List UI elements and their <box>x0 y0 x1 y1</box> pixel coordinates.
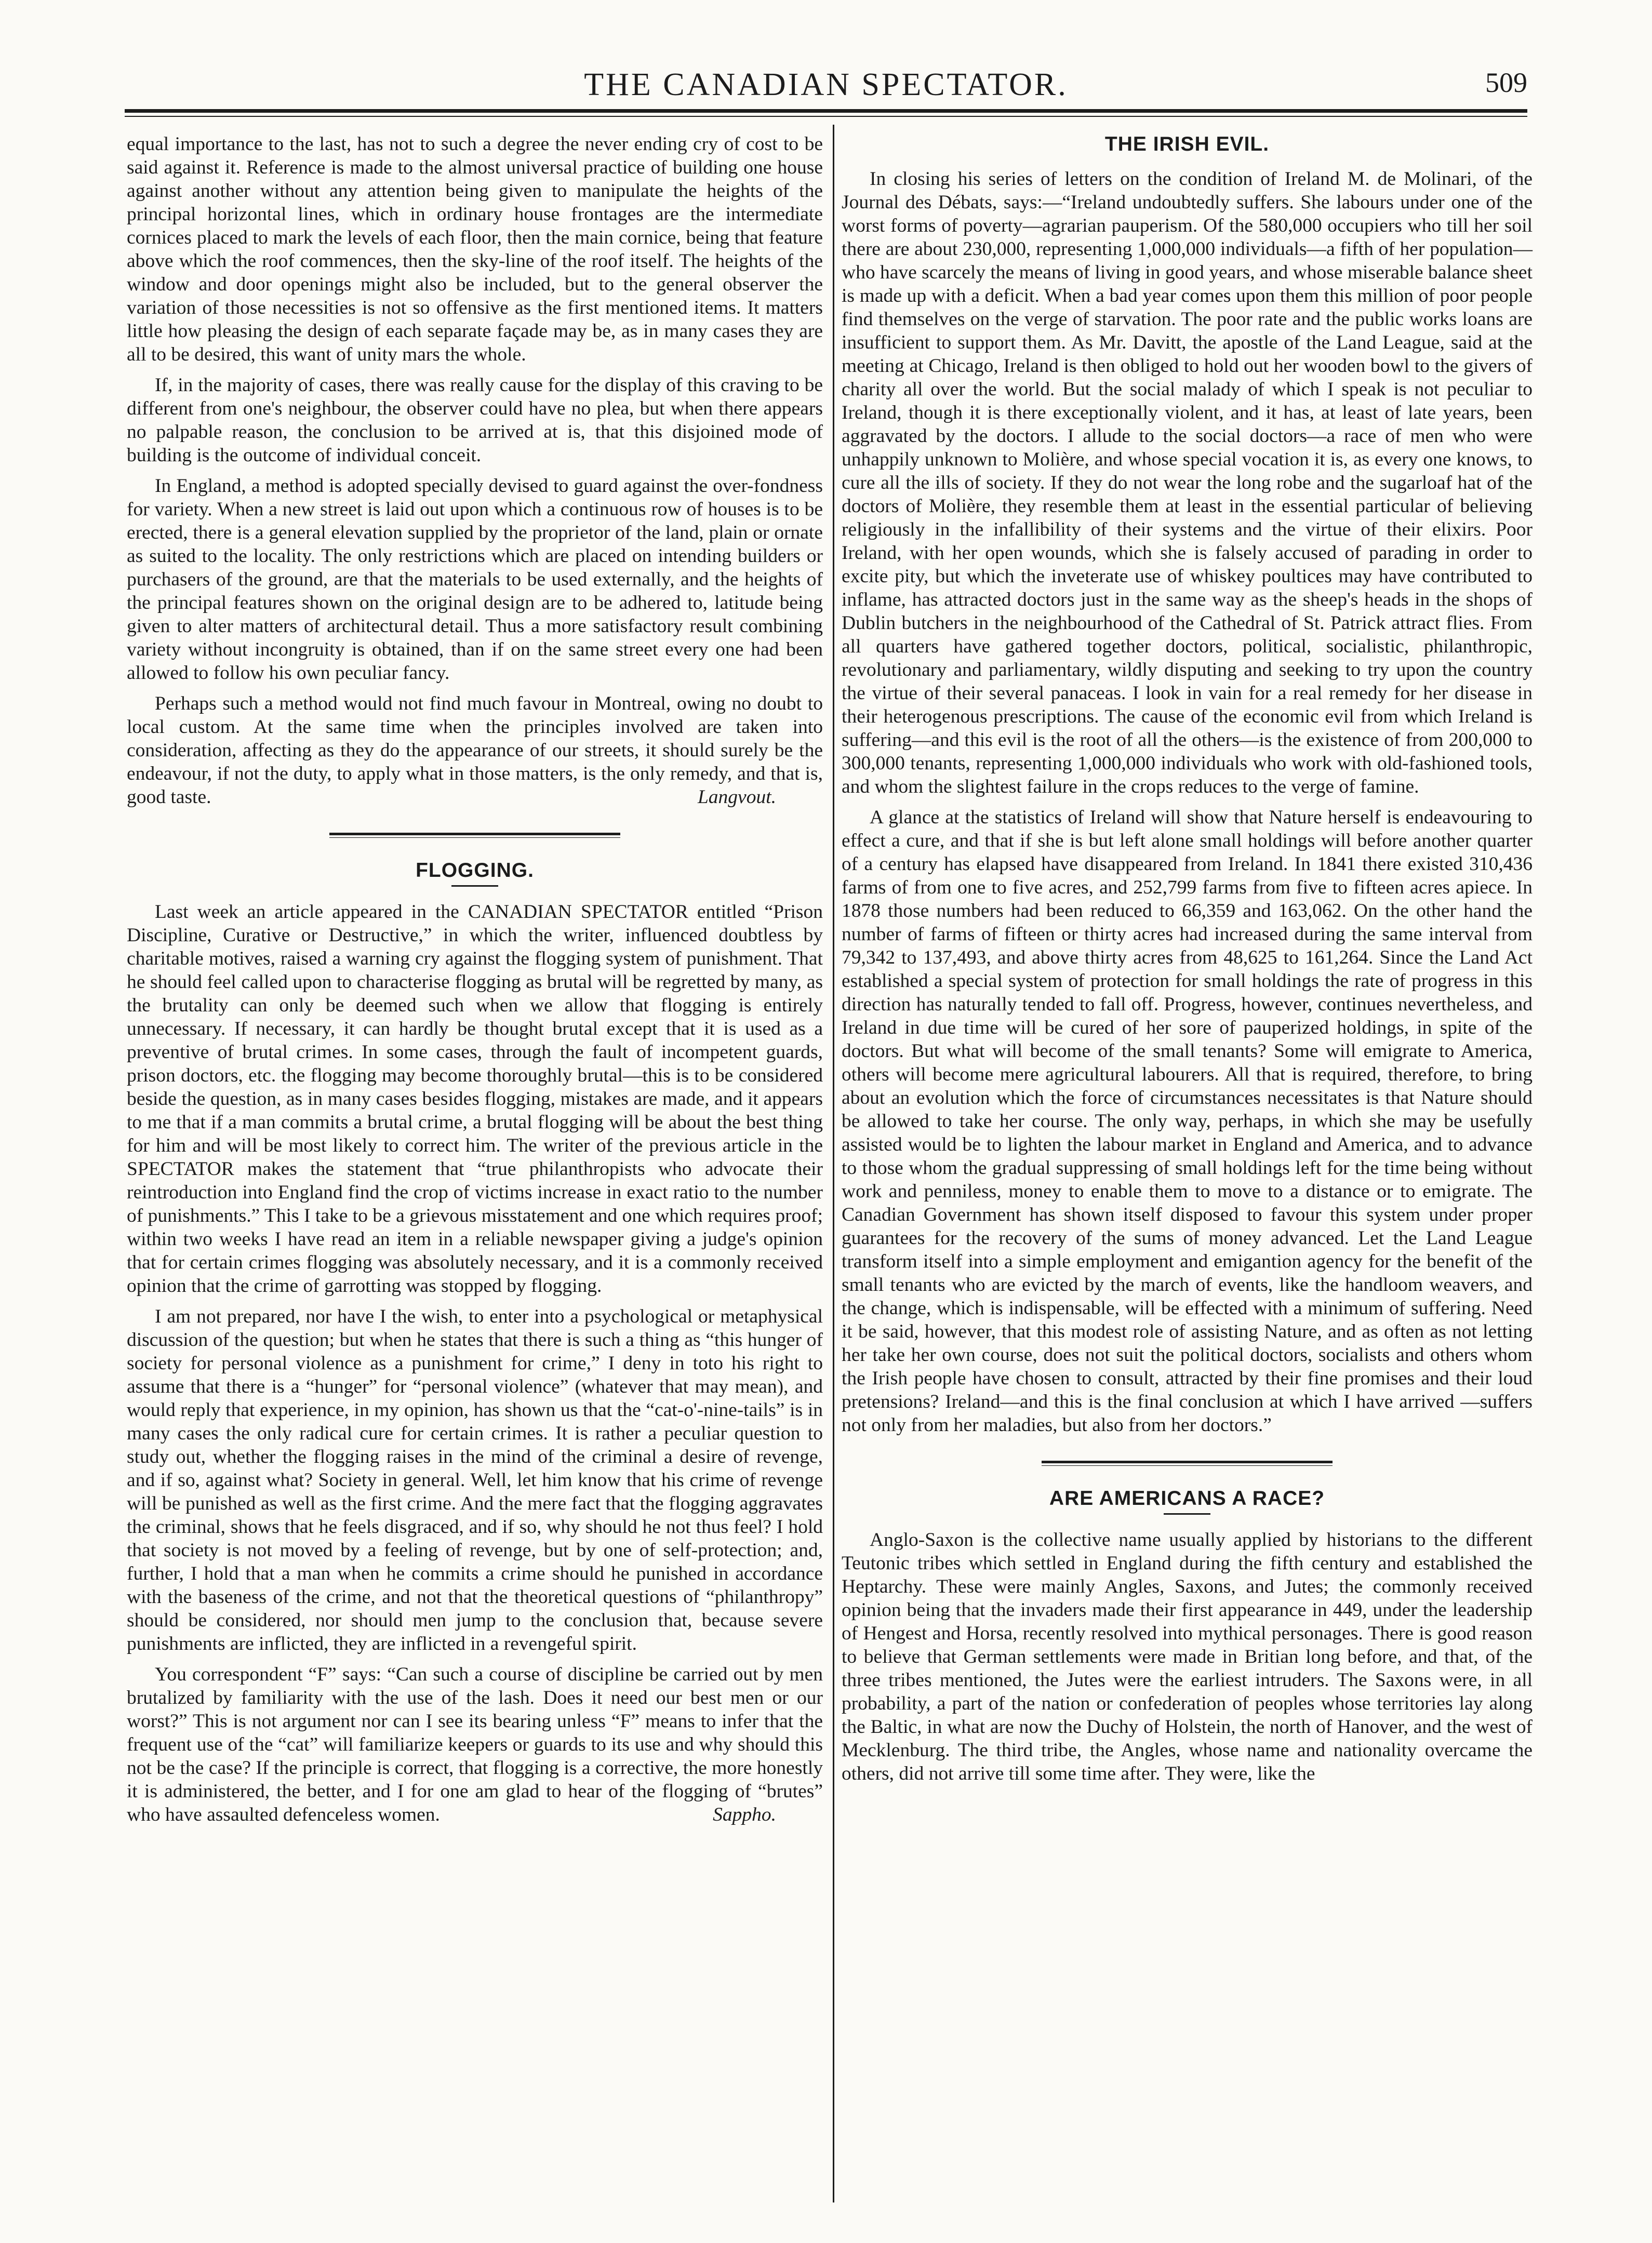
architecture-paragraph-1: equal importance to the last, has not to such a degree the never ending cry of cost to be said against it. Reference is made to the almost universal practice of building one house against another without any attention being given to manipulate the heights of the principal horizontal lines, which in ordinary house frontages are the intermediate cornices placed to mark the levels of each floor, then the main cornice, being that feature above which the roof commences, then the sky-line of the roof itself. The heights of the window and door openings might also be included, but to the general observer the variation of those necessities is not so offensive as the first mentioned items. It matters little how pleasing the design of each separate façade may be, as in many cases they are all to be desired, this want of unity mars the whole. <box>127 133 823 365</box>
irish-evil-heading: THE IRISH EVIL. <box>1104 133 1270 155</box>
page-number: 509 <box>1485 67 1527 98</box>
signature-langvout: Langvout. <box>697 786 776 808</box>
section-rule <box>1042 1461 1333 1466</box>
right-column <box>842 132 1533 1793</box>
flogging-paragraph-3 <box>127 1663 823 1826</box>
masthead <box>125 66 1527 108</box>
heading-underline <box>1164 1513 1210 1515</box>
flogging-paragraph-2: I am not prepared, nor have I the wish, to enter into a psychological or metaphysical discussion of the question; but when he states that there is such a thing as “this hunger of society for personal violence as a punishment for crime,” I deny in toto his right to assume that there is a “hunger” for “personal violence” (whatever that may mean), and would reply that experience, in my opinion, has shown us that the “cat-o'-nine-tails” is in many cases the only radical cure for certain crimes. It is rather a peculiar question to study out, whether the flogging raises in the mind of the criminal a desire of revenge, and if so, against what? Society in general. Well, let him know that his crime of revenge will be punished as well as the first crime. And the mere fact that the flogging aggravates the criminal, shows that he feels disgraced, and if so, why should he not thus feel? I hold that society is not moved by a feeling of revenge, but by one of self-protection; and, further, I hold that a man when he commits a crime should he punished in accordance with the baseness of the crime, and not that the theoretical questions of “philanthropy” should be considered, nor should men jump to the conclusion that, because severe punishments are inflicted, they are inflicted in a revengeful spirit. <box>127 1306 823 1654</box>
architecture-paragraph-2: If, in the majority of cases, there was really cause for the display of this craving to be different from one's neighbour, the observer could have no plea, but when there appears no palpable reason, the conclusion to be arrived at is, that this disjoined mode of building is the outcome of individual conceit. <box>127 375 823 466</box>
paragraph-text: You correspondent “F” says: “Can such a course of discipline be carried out by men brutalized by familiarity with the use of the lash. Does it need our best men or our worst?” This is not argument nor can I see its bearing unless “F” means to infer that the frequent use of the “cat” will familiarize keepers or guards to its use and why should this not be the case? If the principle is correct, that flogging is a corrective, the more honestly it is administered, the better, and I for one am glad to hear of the flogging of “brutes” who have assaulted defenceless women. <box>127 1664 823 1825</box>
flogging-paragraph-1: Last week an article appeared in the CANADIAN SPECTATOR entitled “Prison Discipline, Curative or Destructive,” in which the writer, influenced doubtless by charitable motives, raised a warning cry against the flogging system of punishment. That he should feel called upon to characterise flogging as brutal will be regretted by many, as the brutality can only be deemed such when we allow that flogging is entirely unnecessary. If necessary, it can hardly be thought brutal except that it is used as a preventive of brutal crimes. In some cases, through the fault of incompetent guards, prison doctors, etc. the flogging may become thoroughly brutal—this is to be considered beside the question, as in many cases besides flogging, mistakes are made, and it appears to me that if a man commits a brutal crime, a brutal flogging will be about the best thing for him and will be most likely to correct him. The writer of the previous article in the SPECTATOR makes the statement that “true philanthropists who advocate their reintroduction into England find the crop of victims increase in exact ratio to the number of punishments.” This I take to be a grievous misstatement and one which requires proof; within two weeks I have read an item in a reliable newspaper giving a judge's opinion that for certain crimes flogging was absolutely necessary, and it is a commonly received opinion that the crime of garrotting was stopped by flogging. <box>127 901 823 1297</box>
newspaper-title: THE CANADIAN SPECTATOR. <box>584 67 1068 102</box>
americans-race-heading: ARE AMERICANS A RACE? <box>1049 1487 1325 1510</box>
heading-underline <box>451 885 498 887</box>
signature-sappho: Sappho. <box>713 1804 776 1825</box>
section-rule <box>329 833 620 838</box>
irish-paragraph-2: A glance at the statistics of Ireland will show that Nature herself is endeavouring to effect a cure, and that if she is but left alone small holdings will before another quarter of a century has elapsed have disappeared from Ireland. In 1841 there existed 310,436 farms of from one to five acres, and 252,799 farms from five to fifteen acres apiece. In 1878 those numbers had been reduced to 66,359 and 163,062. On the other hand the number of farms of fifteen or thirty acres had increased during the same interval from 79,342 to 137,493, and above thirty acres from 48,625 to 161,264. Since the Land Act established a special system of protection for small holdings the rate of progress in this direction has naturally tended to fall off. Progress, however, continues nevertheless, and Ireland in due time will be cured of her sore of pauperized holdings, in spite of the doctors. But what will become of the small tenants? Some will emigrate to America, others will become mere agricultural labourers. All that is required, therefore, to bring about an evolution which the force of circumstances necessitates is that Nature should be allowed to take her course. The only way, perhaps, in which she may be usefully assisted would be to lighten the labour market in England and America, and to advance to those whom the gradual suppressing of small holdings left for the time being without work and penniless, money to enable them to move to a distance or to emigrate. The Canadian Government has shown itself disposed to favour this system under proper guarantees for the recovery of the sums of money advanced. Let the Land League transform itself into a simple employment and emigantion agency for the benefit of the small tenants who are evicted by the march of events, like the handloom weavers, and the change, which is indispensable, will be effected with a minimum of suffering. Need it be said, however, that this modest role of assisting Nature, and as often as not letting her take her own course, does not suit the political doctors, socialists and others whom the Irish people have chosen to consult, attracted by their fine promises and their loud pretensions? Ireland—and this is the final conclusion at which I have arrived —suffers not only from her maladies, but also from her doctors.” <box>842 807 1533 1436</box>
flogging-heading: FLOGGING. <box>416 859 534 882</box>
irish-paragraph-1: In closing his series of letters on the condition of Ireland M. de Molinari, of the Journal des Débats, says:—“Ireland undoubtedly suffers. She labours under one of the worst forms of poverty—agrarian pauperism. Of the 580,000 occupiers who till her soil there are about 230,000, representing 1,000,000 individuals—a fifth of her population—who have scarcely the means of living in good years, and whose miserable balance sheet is made up with a deficit. When a bad year comes upon them this million of poor people find themselves on the verge of starvation. The poor rate and the public works loans are insufficient to support them. As Mr. Davitt, the apostle of the Land League, said at the meeting at Chicago, Ireland is then obliged to hold out her wooden bowl to the givers of charity all over the world. But the social malady of which I speak is not peculiar to Ireland, though it is there exceptionally violent, and it has, at least of late years, been aggravated by the doctors. I allude to the social doctors—a race of men who were unhappily unknown to Molière, and whose special vocation it is, as every one knows, to cure all the ills of society. If they do not wear the long robe and the sugarloaf hat of the doctors of Molière, they resemble them at least in the essential particular of believing religiously in the infallibility of their systems and the virtue of their elixirs. Poor Ireland, with her open wounds, which she is falsely accused of parading in order to excite pity, but which the inveterate use of whiskey poultices may have contributed to inflame, has attracted doctors just in the same way as the sheep's heads in the shops of Dublin butchers in the neighbourhood of the Cathedral of St. Patrick attract flies. From all quarters have gathered together doctors, political, socialistic, philanthropic, revolutionary and parliamentary, wildly disputing and seeking to try upon the country the virtue of their several panaceas. I look in vain for a real remedy for her disease in their heterogenous prescriptions. The cause of the economic evil from which Ireland is suffering—and this evil is the root of all the others—is the existence of from 200,000 to 300,000 tenants, representing 1,000,000 individuals who work with old-fashioned tools, and whom the slightest failure in the crops reduces to the verge of famine. <box>842 168 1533 797</box>
left-column <box>127 132 823 1834</box>
architecture-paragraph-4 <box>127 692 823 809</box>
race-paragraph-1: Anglo-Saxon is the collective name usually applied by historians to the different Teutonic tribes which settled in England during the fifth century and established the Heptarchy. These were mainly Angles, Saxons, and Jutes; the commonly received opinion being that the invaders made their first appearance in 449, under the leadership of Hengest and Horsa, recently resolved into mythical personages. There is good reason to believe that German settlements were made in Britian long before, and that, of the three tribes mentioned, the Jutes were the earliest intruders. The Saxons were, in all probability, a part of the nation or confederation of peoples whose territories lay along the Baltic, in what are now the Duchy of Holstein, the north of Hanover, and the west of Mecklenburg. The third tribe, the Angles, whose name and nationality overcame the others, did not arrive till some time after. They were, like the <box>842 1529 1533 1784</box>
architecture-paragraph-3: In England, a method is adopted specially devised to guard against the over-fondness for variety. When a new street is laid out upon which a continuous row of houses is to be erected, there is a general elevation supplied by the proprietor of the land, plain or ornate as suited to the locality. The only restrictions which are placed on intending builders or purchasers of the ground, are that the materials to be used externally, and the heights of the principal features shown on the original design are to be adhered to, latitude being given to alter matters of architectural detail. Thus a more satisfactory result combining variety without incongruity is obtained, than if on the same street every one had been allowed to follow his own peculiar fancy. <box>127 475 823 684</box>
header-rule <box>125 109 1527 117</box>
column-divider <box>833 125 834 2202</box>
paragraph-text: Perhaps such a method would not find much favour in Montreal, owing no doubt to local custom. At the same time when the principles involved are taken into consideration, affecting as they do the appearance of our streets, it should surely be the endeavour, if not the duty, to apply what in those matters, is the only remedy, and that is, good taste. <box>127 693 823 808</box>
